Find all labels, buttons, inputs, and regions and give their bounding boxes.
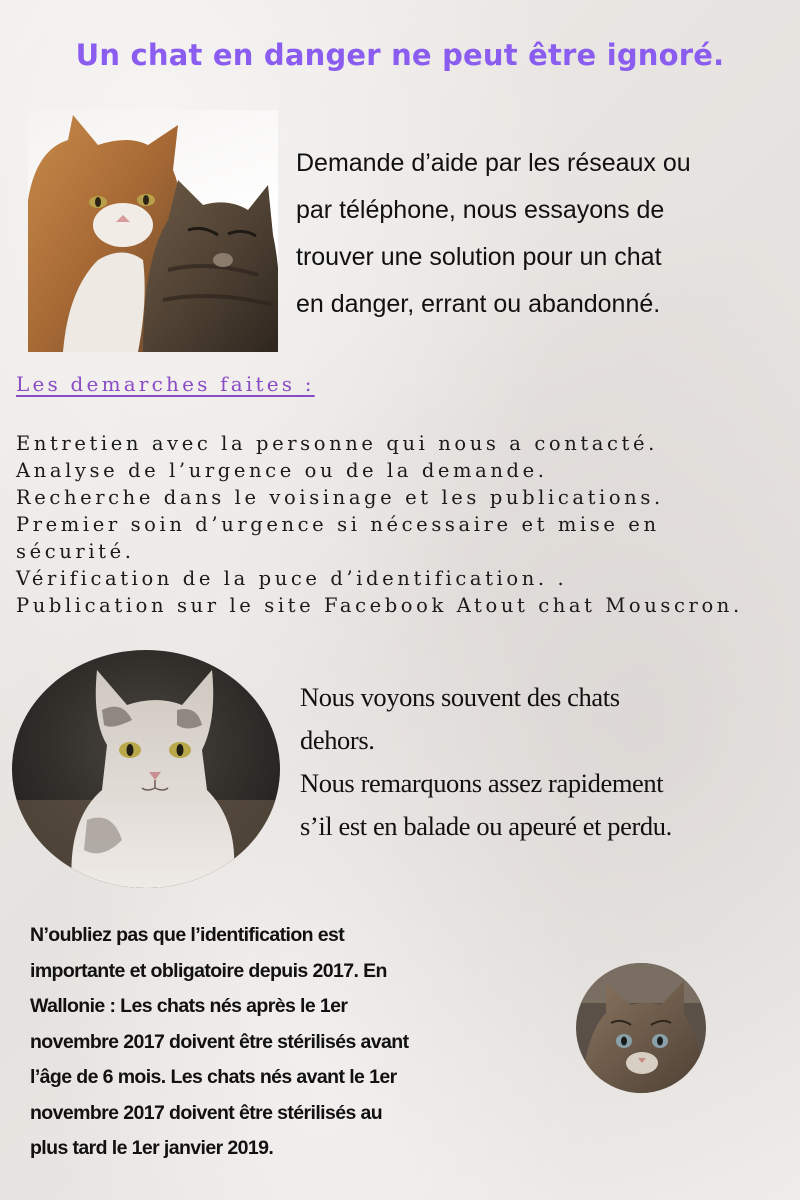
steps-list [16, 430, 786, 619]
list-item: Publication sur le site Facebook Atout chat Mouscron. [16, 594, 743, 617]
steps-heading: Les demarches faites : [16, 372, 315, 396]
legal-line: N’oubliez pas que l’identification est [30, 924, 345, 946]
list-item: Recherche dans le voisinage et les publications. [16, 486, 664, 509]
outside-line: Nous voyons souvent des chats [300, 682, 620, 712]
intro-line: par téléphone, nous essayons de [296, 196, 665, 224]
outside-paragraph [300, 676, 770, 848]
legal-paragraph [30, 918, 520, 1167]
page-title: Un chat en danger ne peut être ignoré. [75, 38, 725, 72]
outside-line: s’il est en balade ou apeuré et perdu. [300, 811, 672, 841]
intro-paragraph [296, 140, 776, 328]
legal-line: plus tard le 1er janvier 2019. [30, 1137, 274, 1159]
intro-line: trouver une solution pour un chat [296, 243, 662, 271]
outside-line: dehors. [300, 725, 375, 755]
list-item: Analyse de l’urgence ou de la demande. [16, 459, 548, 482]
legal-line: novembre 2017 doivent être stérilisés avant [30, 1030, 409, 1053]
intro-line: Demande d’aide par les réseaux ou [296, 149, 691, 177]
kitten-photo [576, 963, 706, 1093]
intro-line: en danger, errant ou abandonné. [296, 290, 661, 318]
list-item: Entretien avec la personne qui nous a contacté. [16, 432, 658, 455]
two-cats-photo [28, 110, 278, 352]
legal-line: Wallonie : Les chats nés après le 1er [30, 995, 348, 1017]
list-item: Vérification de la puce d’identification. . [16, 567, 568, 590]
list-item: Premier soin d’urgence si nécessaire et mise en sécurité. [16, 513, 660, 563]
legal-line: l’âge de 6 mois. Les chats nés avant le 1er [30, 1066, 397, 1088]
outside-line: Nous remarquons assez rapidement [300, 768, 664, 798]
legal-line: novembre 2017 doivent être stérilisés au [30, 1101, 383, 1124]
legal-line: importante et obligatoire depuis 2017. En [30, 959, 387, 982]
stray-cat-photo [12, 650, 280, 888]
